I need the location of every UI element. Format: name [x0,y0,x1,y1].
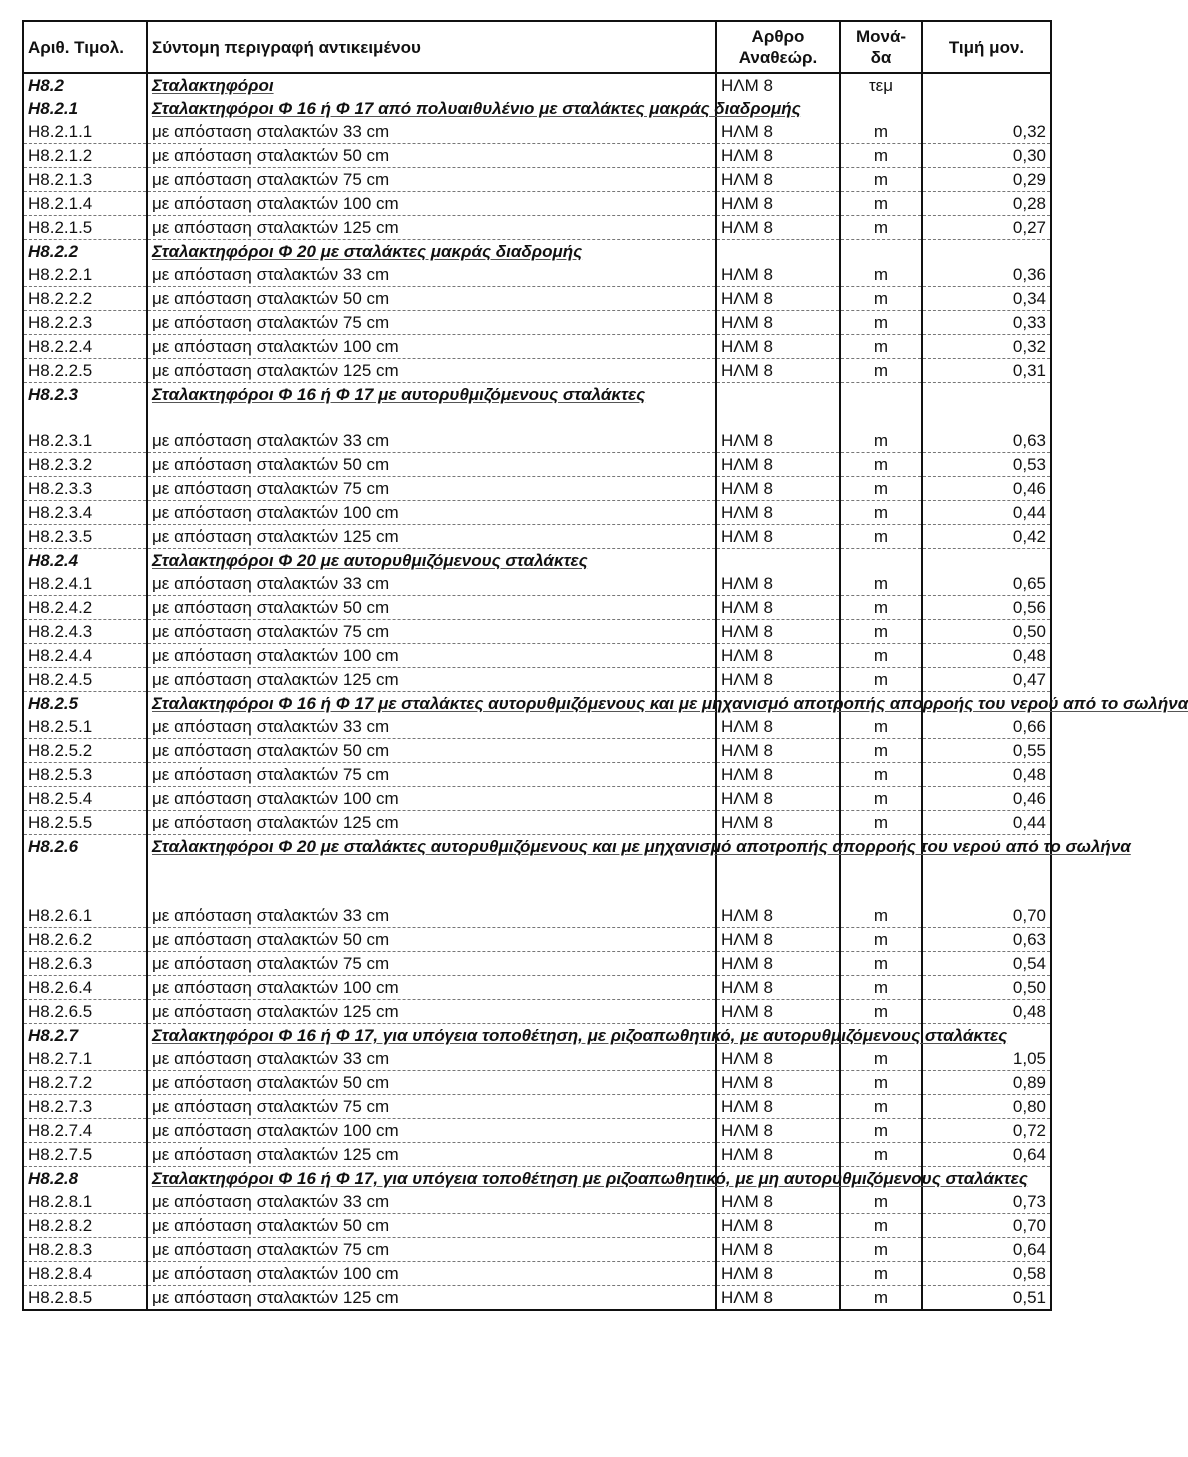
cell-code: Η8.2.2.2 [23,287,147,311]
cell-code: Η8.2.5 [23,692,147,716]
cell-article: ΗΛΜ 8 [716,429,840,453]
cell-unit: m [840,120,922,144]
cell-unit: m [840,1190,922,1214]
header-article-line1: Αρθρο [751,27,805,46]
cell-code: Η8.2.7 [23,1024,147,1048]
cell-price: 0,70 [922,904,1051,928]
table-body [23,73,1188,1310]
cell-code: Η8.2.2.1 [23,263,147,287]
cell-price: 0,51 [922,1286,1051,1311]
cell-price: 0,46 [922,787,1051,811]
cell-article: ΗΛΜ 8 [716,1286,840,1311]
cell-code: Η8.2.4 [23,549,147,573]
table-row [23,1262,1051,1286]
cell-article: ΗΛΜ 8 [716,73,840,97]
cell-description: με απόσταση σταλακτών 100 cm [147,501,716,525]
cell-unit: m [840,763,922,787]
table-row [23,976,1051,1000]
cell-description: με απόσταση σταλακτών 100 cm [147,1119,716,1143]
cell-article: ΗΛΜ 8 [716,1071,840,1095]
table-row [23,144,1051,168]
cell-unit: m [840,287,922,311]
table-row [23,311,1051,335]
header-unit-line2: δα [870,48,892,67]
cell-description: Σταλακτηφόροι Φ 16 ή Φ 17, για υπόγεια τοποθέτηση, με ριζοαπωθητικό, με αυτορυθμιζόμενους σταλάκτες [147,1024,716,1048]
cell-price: 0,80 [922,1095,1051,1119]
cell-unit: m [840,192,922,216]
cell-description: με απόσταση σταλακτών 125 cm [147,668,716,692]
table-row [23,1190,1051,1214]
cell-unit: m [840,1000,922,1024]
cell-unit [840,97,922,120]
cell-code: Η8.2.7.5 [23,1143,147,1167]
cell-price: 0,58 [922,1262,1051,1286]
group-row [23,549,1051,573]
cell-unit: m [840,1095,922,1119]
cell-code: Η8.2.3.4 [23,501,147,525]
cell-unit: m [840,1214,922,1238]
table-row [23,263,1051,287]
cell-code: Η8.2.2.5 [23,359,147,383]
cell-description: με απόσταση σταλακτών 33 cm [147,1047,716,1071]
cell-article: ΗΛΜ 8 [716,287,840,311]
cell-price: 0,56 [922,596,1051,620]
cell-description: με απόσταση σταλακτών 50 cm [147,287,716,311]
cell-description: με απόσταση σταλακτών 75 cm [147,952,716,976]
cell-code: Η8.2.4.3 [23,620,147,644]
cell-code: Η8.2.6.3 [23,952,147,976]
cell-price: 0,63 [922,928,1051,952]
cell-article: ΗΛΜ 8 [716,120,840,144]
cell-article: ΗΛΜ 8 [716,904,840,928]
cell-unit: m [840,1119,922,1143]
cell-description: με απόσταση σταλακτών 50 cm [147,596,716,620]
cell-code: Η8.2.4.5 [23,668,147,692]
cell-unit: m [840,976,922,1000]
cell-code: Η8.2.6.2 [23,928,147,952]
cell-description: με απόσταση σταλακτών 75 cm [147,1238,716,1262]
cell-description: με απόσταση σταλακτών 75 cm [147,311,716,335]
cell-price: 1,05 [922,1047,1051,1071]
cell-price: 0,55 [922,739,1051,763]
cell-description: με απόσταση σταλακτών 75 cm [147,763,716,787]
header-code: Αριθ. Τιμολ. [23,21,147,73]
table-row [23,1286,1051,1311]
cell-price: 0,64 [922,1143,1051,1167]
cell-unit: m [840,572,922,596]
cell-article: ΗΛΜ 8 [716,1190,840,1214]
cell-description: με απόσταση σταλακτών 125 cm [147,359,716,383]
header-unit-line1: Μονά- [855,27,907,46]
cell-code: Η8.2.1.4 [23,192,147,216]
cell-unit: m [840,952,922,976]
cell-unit: m [840,596,922,620]
cell-code: Η8.2.8.1 [23,1190,147,1214]
cell-description: Σταλακτηφόροι [147,73,716,97]
cell-article: ΗΛΜ 8 [716,644,840,668]
cell-unit: m [840,311,922,335]
cell-article: ΗΛΜ 8 [716,787,840,811]
group-row [23,1167,1051,1191]
cell-description: με απόσταση σταλακτών 100 cm [147,335,716,359]
cell-article: ΗΛΜ 8 [716,144,840,168]
cell-code: Η8.2 [23,73,147,97]
cell-description: με απόσταση σταλακτών 50 cm [147,453,716,477]
cell-price: 0,33 [922,311,1051,335]
cell-article: ΗΛΜ 8 [716,1047,840,1071]
cell-code: Η8.2.5.2 [23,739,147,763]
cell-article: ΗΛΜ 8 [716,668,840,692]
cell-unit: m [840,525,922,549]
table-row [23,192,1051,216]
cell-unit: m [840,1071,922,1095]
cell-code: Η8.2.7.3 [23,1095,147,1119]
cell-unit: m [840,1238,922,1262]
cell-article: ΗΛΜ 8 [716,1000,840,1024]
table-row [23,477,1051,501]
table-row [23,1119,1051,1143]
table-row [23,596,1051,620]
cell-article: ΗΛΜ 8 [716,952,840,976]
cell-code: Η8.2.7.4 [23,1119,147,1143]
table-row [23,335,1051,359]
cell-article: ΗΛΜ 8 [716,739,840,763]
cell-article: ΗΛΜ 8 [716,453,840,477]
cell-unit: τεμ [840,73,922,97]
cell-unit: m [840,477,922,501]
cell-price: 0,44 [922,501,1051,525]
cell-price: 0,54 [922,952,1051,976]
cell-unit: m [840,811,922,835]
table-row [23,928,1051,952]
cell-description: με απόσταση σταλακτών 100 cm [147,644,716,668]
cell-price: 0,63 [922,429,1051,453]
cell-description: με απόσταση σταλακτών 100 cm [147,976,716,1000]
table-row [23,1071,1051,1095]
table-row [23,668,1051,692]
cell-code: Η8.2.2.4 [23,335,147,359]
cell-price [922,73,1051,97]
cell-unit: m [840,453,922,477]
cell-code: Η8.2.1.3 [23,168,147,192]
cell-description: Σταλακτηφόροι Φ 16 ή Φ 17 με αυτορυθμιζόμενους σταλάκτες [147,383,716,430]
cell-description: Σταλακτηφόροι Φ 20 με σταλάκτες μακράς διαδρομής [147,240,716,264]
header-article-line2: Αναθεώρ. [738,48,818,67]
table-row [23,1047,1051,1071]
cell-price: 0,32 [922,120,1051,144]
cell-article: ΗΛΜ 8 [716,1214,840,1238]
cell-price: 0,34 [922,287,1051,311]
cell-price: 0,32 [922,335,1051,359]
cell-unit: m [840,216,922,240]
cell-code: Η8.2.6.4 [23,976,147,1000]
cell-article [716,240,840,264]
group-row [23,835,1051,905]
cell-unit: m [840,668,922,692]
cell-price [922,97,1051,120]
price-list-table [22,20,1188,1311]
cell-code: Η8.2.2.3 [23,311,147,335]
cell-code: Η8.2.3.5 [23,525,147,549]
cell-description: με απόσταση σταλακτών 125 cm [147,1286,716,1311]
cell-description: με απόσταση σταλακτών 75 cm [147,477,716,501]
cell-unit: m [840,263,922,287]
cell-unit: m [840,787,922,811]
cell-price: 0,89 [922,1071,1051,1095]
cell-description: με απόσταση σταλακτών 100 cm [147,192,716,216]
cell-unit: m [840,904,922,928]
cell-price: 0,72 [922,1119,1051,1143]
cell-code: Η8.2.1.5 [23,216,147,240]
cell-article: ΗΛΜ 8 [716,715,840,739]
cell-code: Η8.2.7.2 [23,1071,147,1095]
cell-description: με απόσταση σταλακτών 33 cm [147,904,716,928]
table-row [23,644,1051,668]
cell-description: με απόσταση σταλακτών 33 cm [147,429,716,453]
cell-article: ΗΛΜ 8 [716,811,840,835]
cell-code: Η8.2.5.4 [23,787,147,811]
cell-article [716,383,840,430]
cell-description: Σταλακτηφόροι Φ 16 ή Φ 17 με σταλάκτες αυτορυθμιζόμενους και με μηχανισμό αποτροπής απορροής του νερού από το σωλήνα [147,692,716,716]
cell-article: ΗΛΜ 8 [716,192,840,216]
cell-description: με απόσταση σταλακτών 125 cm [147,1000,716,1024]
cell-description: με απόσταση σταλακτών 100 cm [147,787,716,811]
cell-article: ΗΛΜ 8 [716,1143,840,1167]
table-row [23,715,1051,739]
cell-code: Η8.2.4.2 [23,596,147,620]
cell-description: με απόσταση σταλακτών 50 cm [147,1071,716,1095]
table-row [23,739,1051,763]
cell-price: 0,64 [922,1238,1051,1262]
cell-description: με απόσταση σταλακτών 100 cm [147,1262,716,1286]
cell-article: ΗΛΜ 8 [716,1238,840,1262]
cell-unit: m [840,501,922,525]
cell-code: Η8.2.4.4 [23,644,147,668]
cell-description: με απόσταση σταλακτών 125 cm [147,216,716,240]
cell-description: με απόσταση σταλακτών 50 cm [147,1214,716,1238]
cell-description: με απόσταση σταλακτών 33 cm [147,120,716,144]
cell-description: Σταλακτηφόροι Φ 16 ή Φ 17, για υπόγεια τοποθέτηση με ριζοαπωθητικό, με μη αυτορυθμιζόμενους σταλάκτες [147,1167,716,1191]
cell-price: 0,27 [922,216,1051,240]
cell-unit: m [840,715,922,739]
cell-code: Η8.2.8 [23,1167,147,1191]
cell-description: με απόσταση σταλακτών 33 cm [147,715,716,739]
cell-code: Η8.2.6.5 [23,1000,147,1024]
table-row [23,1214,1051,1238]
cell-article: ΗΛΜ 8 [716,1095,840,1119]
cell-code: Η8.2.6 [23,835,147,905]
cell-article: ΗΛΜ 8 [716,477,840,501]
cell-unit [840,240,922,264]
cell-price: 0,65 [922,572,1051,596]
cell-article: ΗΛΜ 8 [716,1119,840,1143]
cell-price: 0,50 [922,620,1051,644]
cell-code: Η8.2.8.3 [23,1238,147,1262]
cell-price: 0,46 [922,477,1051,501]
cell-price: 0,36 [922,263,1051,287]
table-row [23,1095,1051,1119]
cell-code: Η8.2.5.1 [23,715,147,739]
cell-price: 0,42 [922,525,1051,549]
group-row [23,692,1051,716]
cell-description: με απόσταση σταλακτών 33 cm [147,263,716,287]
cell-code: Η8.2.6.1 [23,904,147,928]
cell-article: ΗΛΜ 8 [716,928,840,952]
cell-description: με απόσταση σταλακτών 75 cm [147,1095,716,1119]
header-article [716,21,840,73]
header-unit [840,21,922,73]
cell-code: Η8.2.3.1 [23,429,147,453]
cell-article: ΗΛΜ 8 [716,335,840,359]
cell-description: με απόσταση σταλακτών 125 cm [147,525,716,549]
group-row [23,97,1051,120]
cell-description: με απόσταση σταλακτών 33 cm [147,1190,716,1214]
cell-description: με απόσταση σταλακτών 125 cm [147,811,716,835]
group-row [23,73,1051,97]
cell-price: 0,66 [922,715,1051,739]
cell-description: Σταλακτηφόροι Φ 20 με αυτορυθμιζόμενους σταλάκτες [147,549,716,573]
table-row [23,1000,1051,1024]
cell-article: ΗΛΜ 8 [716,501,840,525]
cell-description: με απόσταση σταλακτών 50 cm [147,739,716,763]
cell-article: ΗΛΜ 8 [716,572,840,596]
table-row [23,453,1051,477]
table-row [23,1238,1051,1262]
cell-price: 0,50 [922,976,1051,1000]
cell-price: 0,70 [922,1214,1051,1238]
table-row [23,620,1051,644]
cell-price: 0,48 [922,1000,1051,1024]
table-row [23,811,1051,835]
table-row [23,904,1051,928]
cell-code: Η8.2.4.1 [23,572,147,596]
table-row [23,572,1051,596]
cell-unit: m [840,928,922,952]
cell-unit [840,549,922,573]
cell-article: ΗΛΜ 8 [716,168,840,192]
cell-code: Η8.2.1 [23,97,147,120]
cell-code: Η8.2.2 [23,240,147,264]
cell-code: Η8.2.3.2 [23,453,147,477]
cell-article: ΗΛΜ 8 [716,620,840,644]
cell-unit [840,383,922,430]
cell-description: με απόσταση σταλακτών 50 cm [147,144,716,168]
cell-price: 0,28 [922,192,1051,216]
table-row [23,1143,1051,1167]
cell-description: με απόσταση σταλακτών 50 cm [147,928,716,952]
cell-description: Σταλακτηφόροι Φ 20 με σταλάκτες αυτορυθμιζόμενους και με μηχανισμό αποτροπής απορροής του νερού από το σωλήνα [147,835,716,905]
cell-article: ΗΛΜ 8 [716,216,840,240]
cell-price: 0,31 [922,359,1051,383]
cell-price [922,549,1051,573]
cell-code: Η8.2.1.1 [23,120,147,144]
table-row [23,429,1051,453]
table-row [23,952,1051,976]
table-row [23,525,1051,549]
cell-unit: m [840,144,922,168]
cell-price: 0,47 [922,668,1051,692]
group-row [23,240,1051,264]
cell-price: 0,44 [922,811,1051,835]
group-row [23,383,1051,430]
cell-price [922,383,1051,430]
cell-code: Η8.2.1.2 [23,144,147,168]
table-row [23,216,1051,240]
table-row [23,501,1051,525]
cell-code: Η8.2.5.3 [23,763,147,787]
cell-article [716,549,840,573]
group-row [23,1024,1051,1048]
cell-code: Η8.2.3.3 [23,477,147,501]
cell-article: ΗΛΜ 8 [716,525,840,549]
cell-unit: m [840,335,922,359]
cell-code: Η8.2.7.1 [23,1047,147,1071]
cell-code: Η8.2.8.5 [23,1286,147,1311]
cell-code: Η8.2.3 [23,383,147,430]
table-row [23,120,1051,144]
cell-unit: m [840,620,922,644]
cell-unit: m [840,429,922,453]
cell-code: Η8.2.5.5 [23,811,147,835]
cell-article: ΗΛΜ 8 [716,596,840,620]
cell-unit: m [840,168,922,192]
cell-article: ΗΛΜ 8 [716,976,840,1000]
cell-price: 0,48 [922,644,1051,668]
header-row [23,21,1051,73]
table-row [23,787,1051,811]
cell-price [922,240,1051,264]
table-header [23,21,1051,73]
cell-unit: m [840,1286,922,1311]
cell-code: Η8.2.8.2 [23,1214,147,1238]
cell-article: ΗΛΜ 8 [716,359,840,383]
table-row [23,763,1051,787]
cell-unit: m [840,644,922,668]
cell-article: ΗΛΜ 8 [716,763,840,787]
cell-unit: m [840,359,922,383]
table-row [23,287,1051,311]
cell-description: με απόσταση σταλακτών 125 cm [147,1143,716,1167]
cell-article: ΗΛΜ 8 [716,311,840,335]
cell-unit: m [840,1143,922,1167]
cell-description: με απόσταση σταλακτών 33 cm [147,572,716,596]
cell-article: ΗΛΜ 8 [716,263,840,287]
cell-price: 0,48 [922,763,1051,787]
cell-description: με απόσταση σταλακτών 75 cm [147,620,716,644]
cell-price: 0,29 [922,168,1051,192]
cell-unit: m [840,1047,922,1071]
cell-unit: m [840,739,922,763]
cell-price: 0,30 [922,144,1051,168]
cell-code: Η8.2.8.4 [23,1262,147,1286]
cell-description: Σταλακτηφόροι Φ 16 ή Φ 17 από πολυαιθυλένιο με σταλάκτες μακράς διαδρομής [147,97,716,120]
cell-description: με απόσταση σταλακτών 75 cm [147,168,716,192]
cell-price: 0,73 [922,1190,1051,1214]
header-description: Σύντομη περιγραφή αντικειμένου [147,21,716,73]
cell-article: ΗΛΜ 8 [716,1262,840,1286]
table-row [23,168,1051,192]
table-row [23,359,1051,383]
header-price: Τιμή μον. [922,21,1051,73]
cell-unit: m [840,1262,922,1286]
cell-price: 0,53 [922,453,1051,477]
